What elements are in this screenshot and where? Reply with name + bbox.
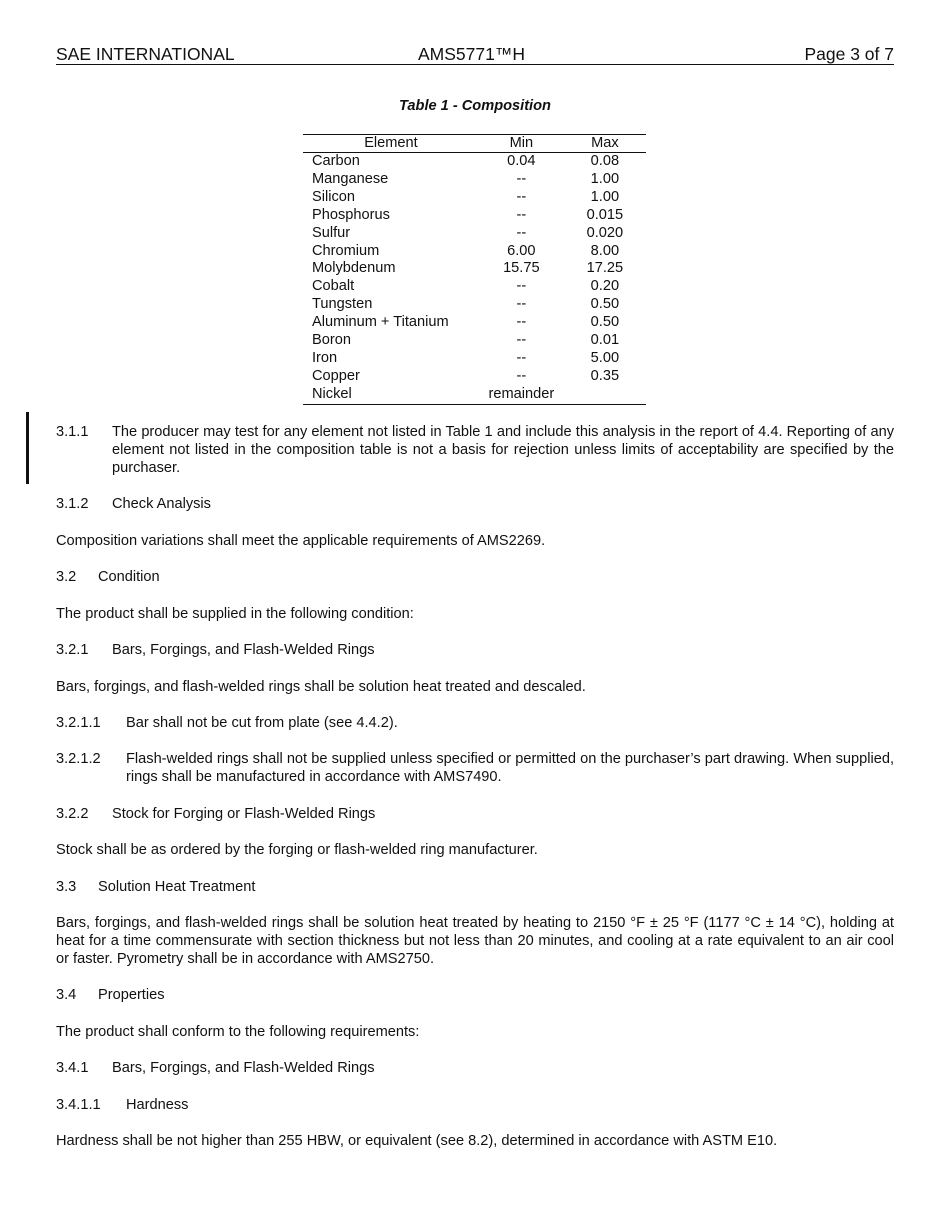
column-header-element: Element	[303, 135, 479, 153]
section-text: Bar shall not be cut from plate (see 4.4.2).	[126, 715, 398, 731]
min-cell: 0.04	[507, 153, 536, 169]
element-cell: Aluminum + Titanium	[312, 314, 449, 331]
max-cell: 17.25	[586, 260, 624, 277]
element-cell: Nickel	[303, 386, 479, 404]
element-cell: Sulfur	[312, 224, 351, 241]
section-number: 3.4.1.1	[56, 1097, 101, 1113]
min-cell: --	[516, 314, 527, 331]
max-cell: 0.20	[590, 278, 620, 295]
section-number: 3.2	[56, 569, 77, 585]
section-title: Condition	[98, 569, 160, 585]
min-cell: --	[516, 349, 527, 366]
page-header	[56, 44, 894, 65]
table-row	[303, 350, 646, 368]
max-cell: 0.50	[590, 296, 620, 313]
header-page-number: Page 3 of 7	[804, 44, 894, 64]
table-row	[303, 260, 646, 278]
max-cell	[564, 386, 646, 404]
min-cell: --	[516, 170, 527, 187]
max-cell: 0.08	[590, 153, 620, 169]
min-cell: remainder	[479, 386, 564, 404]
max-cell: 1.00	[590, 170, 620, 187]
paragraph-3-1-2: Composition variations shall meet the applicable requirements of AMS2269.	[56, 533, 546, 549]
table-row	[303, 189, 646, 207]
paragraph-3-3: Bars, forgings, and flash-welded rings shall be solution heat treated by heating to 2150 °F ± 25 °F (1177 °C ± 14 °C), holding at heat for a time commensurate with section thickness but not less than 20 minutes, and cooling at a rate equivalent to an air cool or faster. Pyrometry shall be in accordance with AMS2750.	[56, 915, 894, 967]
section-number: 3.3	[56, 879, 77, 895]
min-cell: --	[516, 188, 527, 205]
section-3-2-1-2-text: Flash-welded rings shall not be supplied unless specified or permitted on the purchaser’s part drawing. When supplied, rings shall be manufactured in accordance with AMS7490.	[126, 751, 894, 785]
paragraph-3-2-2: Stock shall be as ordered by the forging or flash-welded ring manufacturer.	[56, 842, 538, 858]
section-number: 3.1.1	[56, 424, 89, 440]
section-title: Bars, Forgings, and Flash-Welded Rings	[112, 1060, 375, 1076]
min-cell: --	[516, 278, 527, 295]
table-caption: Table 1 - Composition	[399, 98, 551, 114]
table-header-row	[303, 135, 646, 153]
max-cell: 0.50	[590, 314, 620, 331]
table-row	[303, 386, 646, 404]
section-number: 3.2.1.2	[56, 751, 101, 767]
paragraph-3-4-1-1: Hardness shall be not higher than 255 HBW, or equivalent (see 8.2), determined in accordance with ASTM E10.	[56, 1133, 778, 1149]
max-cell: 0.01	[590, 332, 620, 349]
section-title: Hardness	[126, 1097, 189, 1113]
section-number: 3.1.2	[56, 496, 89, 512]
section-3-1-1-text: The producer may test for any element not listed in Table 1 and include this analysis in the report of 4.4. Reporting of any element not listed in the composition table is not a basis for rejection unless limits of acceptability are specified by the purchaser.	[112, 424, 894, 476]
min-cell: --	[516, 332, 527, 349]
element-cell: Chromium	[312, 242, 380, 259]
element-cell: Carbon	[312, 153, 360, 169]
table-row	[303, 314, 646, 332]
element-cell: Iron	[312, 349, 338, 366]
min-cell: --	[516, 296, 527, 313]
section-title: Properties	[98, 987, 165, 1003]
section-number: 3.4.1	[56, 1060, 89, 1076]
section-number: 3.4	[56, 987, 77, 1003]
table-row	[303, 225, 646, 243]
table-row	[303, 296, 646, 314]
section-number: 3.2.1.1	[56, 715, 101, 731]
element-cell: Boron	[312, 332, 351, 349]
table-row	[303, 153, 646, 171]
max-cell: 5.00	[590, 349, 620, 366]
table-row	[303, 278, 646, 296]
min-cell: 6.00	[507, 242, 536, 259]
element-cell: Phosphorus	[312, 206, 390, 223]
column-header-max: Max	[564, 135, 646, 153]
element-cell: Cobalt	[312, 278, 355, 295]
section-number: 3.2.1	[56, 642, 89, 658]
paragraph-3-4: The product shall conform to the following requirements:	[56, 1024, 420, 1040]
element-cell: Silicon	[312, 188, 355, 205]
max-cell: 0.020	[586, 224, 624, 241]
table-row	[303, 171, 646, 189]
composition-table	[303, 134, 646, 405]
min-cell: --	[516, 206, 527, 223]
header-organization: SAE INTERNATIONAL	[56, 44, 235, 64]
max-cell: 0.015	[586, 206, 624, 223]
min-cell: 15.75	[503, 260, 540, 277]
section-title: Solution Heat Treatment	[98, 879, 256, 895]
element-cell: Tungsten	[312, 296, 373, 313]
section-title: Check Analysis	[112, 496, 211, 512]
min-cell: --	[516, 224, 527, 241]
max-cell: 1.00	[590, 188, 620, 205]
table-row	[303, 243, 646, 261]
table-row	[303, 332, 646, 350]
table-row	[303, 368, 646, 386]
column-header-min: Min	[479, 135, 564, 153]
header-document-id: AMS5771™H	[418, 44, 525, 64]
table-row	[303, 207, 646, 225]
element-cell: Copper	[312, 367, 360, 384]
section-title: Bars, Forgings, and Flash-Welded Rings	[112, 642, 375, 658]
min-cell: --	[516, 367, 527, 384]
section-number: 3.2.2	[56, 806, 89, 822]
element-cell: Molybdenum	[312, 260, 396, 277]
section-title: Stock for Forging or Flash-Welded Rings	[112, 806, 376, 822]
element-cell: Manganese	[312, 170, 389, 187]
paragraph-3-2: The product shall be supplied in the following condition:	[56, 606, 414, 622]
max-cell: 8.00	[590, 242, 620, 259]
max-cell: 0.35	[590, 367, 620, 384]
revision-change-bar	[26, 412, 29, 484]
paragraph-3-2-1: Bars, forgings, and flash-welded rings shall be solution heat treated and descaled.	[56, 679, 586, 695]
